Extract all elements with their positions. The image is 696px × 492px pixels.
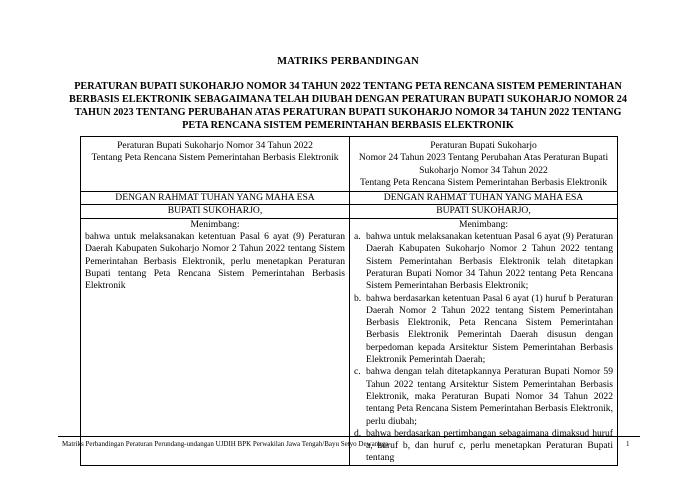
table-header-row [81,137,618,192]
right-considerations-list [354,231,613,465]
menimbang-right-cell [350,218,618,465]
bupati-left-cell: BUPATI SUKOHARJO, [81,205,350,218]
table-row [81,218,618,465]
list-item-text: bahwa berdasarkan pertimbangan sebagaimana dimaksud huruf a, huruf b, dan huruf c, perlu menetapkan Peraturan Bupati tentang [366,427,613,464]
right-header-line-2: Nomor 24 Tahun 2023 Tentang Perubahan Atas Peraturan Bupati [358,152,609,164]
list-item [354,231,613,292]
page-number: 1 [626,440,630,448]
menimbang-left-cell [81,218,350,465]
list-marker: c. [354,366,361,378]
right-header-line-4: Tentang Peta Rencana Sistem Pemerintahan Berbasis Elektronik [359,176,608,188]
list-item-text: bahwa berdasarkan ketentuan Pasal 6 ayat (1) huruf b Peraturan Daerah Nomor 2 Tahun 2022 tentang Sistem Pemerintahan Berbasis Elektronik, Peta Rencana Sistem Pemerintahan Berbasis Elektronik Pemerintah Daerah disusun dengan berpedoman kepada Arsitektur Sistem Pemerintahan Berbasis Elektronik Pemerintah Daerah; [366,292,613,366]
right-header-line-1: Peraturan Bupati Sukoharjo [430,140,537,151]
left-considerations-text: bahwa untuk melaksanakan ketentuan Pasal 6 ayat (9) Peraturan Daerah Kabupaten Sukoharjo Nomor 2 Tahun 2022 tentang Sistem Pemerintahan Berbasis Elektronik, perlu menetapkan Peraturan Bupati tentang Peta Rencana Sistem Pemerintahan Berbasis Elektronik [85,231,345,292]
comparison-table [80,136,618,466]
right-column-header [350,137,618,192]
bupati-right-cell: BUPATI SUKOHARJO, [350,205,618,218]
footer-divider [58,436,640,437]
rahmat-right-cell: DENGAN RAHMAT TUHAN YANG MAHA ESA [350,192,618,205]
left-header-line-2: Tentang Peta Rencana Sistem Pemerintahan Berbasis Elektronik [91,152,339,164]
list-marker: a. [354,231,361,243]
footer-text: Matriks Perbandingan Peraturan Perundang-undangan UJDIH BPK Perwakilan Jawa Tengah/Bayu Setyo Dewangga [62,440,389,448]
left-column-header [81,137,350,192]
list-marker: b. [354,292,362,304]
left-header-line-1: Peraturan Bupati Sukoharjo Nomor 34 Tahun 2022 [117,140,313,151]
list-item [354,366,613,427]
table-row [81,205,618,218]
document-title: MATRIKS PERBANDINGAN [277,56,419,67]
right-header-line-3: Sukoharjo Nomor 34 Tahun 2022 [419,164,548,176]
list-item-text: bahwa dengan telah ditetapkannya Peraturan Bupati Nomor 59 Tahun 2022 tentang Arsitektur Sistem Pemerintahan Berbasis Elektronik, maka Peraturan Bupati Nomor 34 Tahun 2022 tentang Peta Rencana Sistem Pemerintahan Berbasis Elektronik, perlu diubah; [366,366,613,427]
menimbang-right-label: Menimbang: [458,218,509,230]
table-row [81,192,618,205]
document-subtitle: PERATURAN BUPATI SUKOHARJO NOMOR 34 TAHUN 2022 TENTANG PETA RENCANA SISTEM PEMERINTAHAN BERBASIS ELEKTRONIK SEBAGAIMANA TELAH DIUBAH DENGAN PERATURAN BUPATI SUKOHARJO NOMOR 24 TAHUN 2023 TENTANG PERUBAHAN ATAS PERATURAN BUPATI SUKOHARJO NOMOR 34 TAHUN 2022 TENTANG PETA RENCANA SISTEM PEMERINTAHAN BERBASIS ELEKTRONIK [69,81,627,131]
rahmat-left-cell: DENGAN RAHMAT TUHAN YANG MAHA ESA [81,192,350,205]
menimbang-left-label: Menimbang: [190,218,240,230]
list-item [354,293,613,367]
list-item [354,428,613,465]
list-marker: d. [354,427,362,439]
list-item-text: bahwa untuk melaksanakan ketentuan Pasal 6 ayat (9) Peraturan Daerah Kabupaten Sukoharjo Nomor 2 Tahun 2022 tentang Sistem Pemerintahan Berbasis Elektronik telah ditetapkan Peraturan Bupati Nomor 34 Tahun 2022 tentang Peta Rencana Sistem Pemerintahan Berbasis Elektronik; [366,231,613,292]
